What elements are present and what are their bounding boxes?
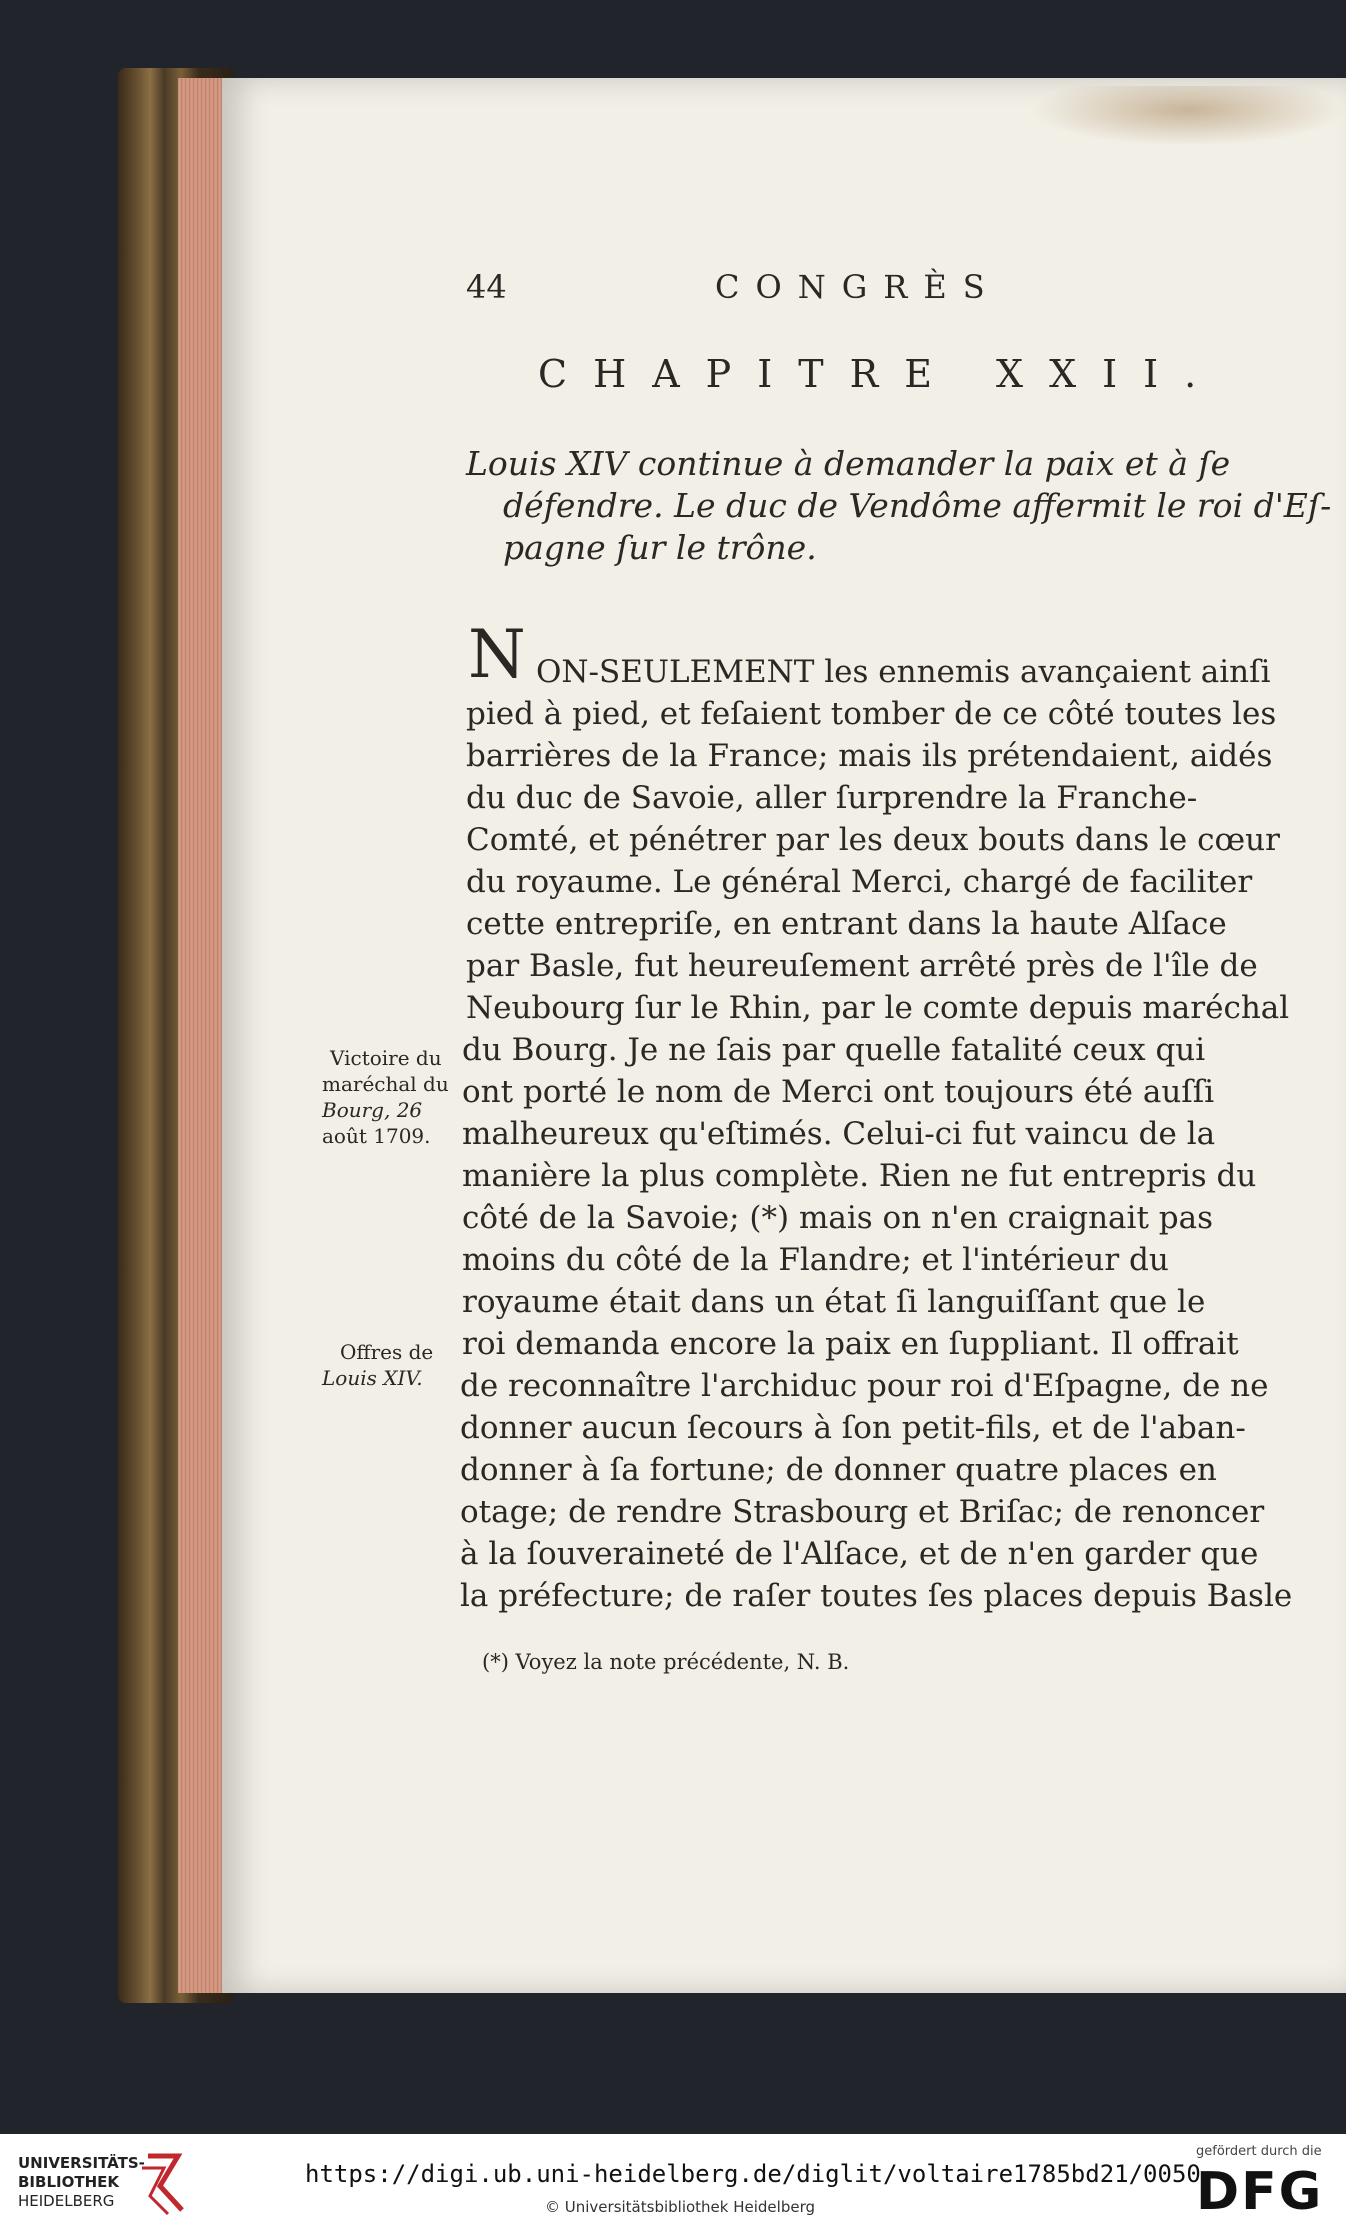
chapter-summary-line: défendre. Le duc de Vendôme affermit le roi d'Eſ- <box>503 486 1332 525</box>
chapter-title: CHAPITRE XXII. <box>538 352 1223 396</box>
body-line: du duc de Savoie, aller ſurprendre la Franche- <box>466 780 1198 816</box>
body-line: la préfecture; de raſer toutes ſes places depuis Basle <box>460 1578 1293 1614</box>
drop-cap: N <box>468 616 526 693</box>
body-line: côté de la Savoie; (*) mais on n'en craignait pas <box>462 1200 1213 1236</box>
library-name-line: HEIDELBERG <box>18 2192 115 2210</box>
body-line: de reconnaître l'archiduc pour roi d'Eſpagne, de ne <box>460 1368 1269 1404</box>
margin-note-line: août 1709. <box>322 1124 431 1148</box>
library-name-line: UNIVERSITÄTS- <box>18 2154 145 2172</box>
body-line: otage; de rendre Strasbourg et Briſac; de renoncer <box>460 1494 1265 1530</box>
body-line: du royaume. Le général Merci, chargé de faciliter <box>466 864 1253 900</box>
body-line: royaume était dans un état ſi languiſſant que le <box>462 1284 1206 1320</box>
page-edges <box>178 78 226 1993</box>
margin-note-line: Offres de <box>340 1340 434 1364</box>
margin-note-line: Louis XIV. <box>322 1366 423 1390</box>
body-line: du Bourg. Je ne ſais par quelle fatalité ceux qui <box>462 1032 1206 1068</box>
running-head: CONGRÈS <box>715 268 1001 306</box>
margin-note-line: Victoire du <box>330 1046 442 1070</box>
chapter-summary-line: pagne ſur le trône. <box>503 528 817 567</box>
chapter-summary-line: Louis XIV continue à demander la paix et à ſe <box>466 444 1231 483</box>
body-line: moins du côté de la Flandre; et l'intérieur du <box>462 1242 1169 1278</box>
page-number: 44 <box>466 268 507 306</box>
body-line: pied à pied, et feſaient tomber de ce côté toutes les <box>466 696 1277 732</box>
body-line: Neubourg ſur le Rhin, par le comte depuis maréchal <box>466 990 1290 1026</box>
footnote: (*) Voyez la note précédente, N. B. <box>482 1650 850 1674</box>
body-line: roi demanda encore la paix en ſuppliant. Il offrait <box>462 1326 1239 1362</box>
body-line: cette entrepriſe, en entrant dans la haute Alſace <box>466 906 1227 942</box>
margin-note-line: maréchal du <box>322 1072 449 1096</box>
body-line: par Basle, fut heureuſement arrêté près de l'île de <box>466 948 1258 984</box>
body-line: à la ſouveraineté de l'Alſace, et de n'en garder que <box>460 1536 1259 1572</box>
page-stain <box>1030 86 1346 146</box>
library-logo-icon <box>138 2148 190 2218</box>
body-line: ON-SEULEMENT les ennemis avançaient ainſi <box>536 654 1271 690</box>
body-line: Comté, et pénétrer par les deux bouts dans le cœur <box>466 822 1280 858</box>
body-line: ont porté le nom de Merci ont toujours été auſſi <box>462 1074 1215 1110</box>
body-line: barrières de la France; mais ils prétendaient, aidés <box>466 738 1273 774</box>
body-line: manière la plus complète. Rien ne fut entrepris du <box>462 1158 1257 1194</box>
body-line: donner aucun ſecours à ſon petit-fils, et de l'aban- <box>460 1410 1246 1446</box>
library-logo-text <box>18 2154 145 2211</box>
copyright-notice: © Universitätsbibliothek Heidelberg <box>545 2198 816 2216</box>
body-line: malheureux qu'eſtimés. Celui-ci fut vaincu de la <box>462 1116 1216 1152</box>
permalink-url[interactable]: https://digi.ub.uni-heidelberg.de/diglit/voltaire1785bd21/0050 <box>305 2160 1201 2188</box>
library-name-line: BIBLIOTHEK <box>18 2173 119 2191</box>
dfg-logo: DFG <box>1196 2162 1324 2222</box>
viewer-footer <box>0 2134 1346 2230</box>
funding-label: gefördert durch die <box>1196 2144 1322 2159</box>
body-line: donner à ſa fortune; de donner quatre places en <box>460 1452 1217 1488</box>
margin-note-line: Bourg, 26 <box>322 1098 423 1122</box>
